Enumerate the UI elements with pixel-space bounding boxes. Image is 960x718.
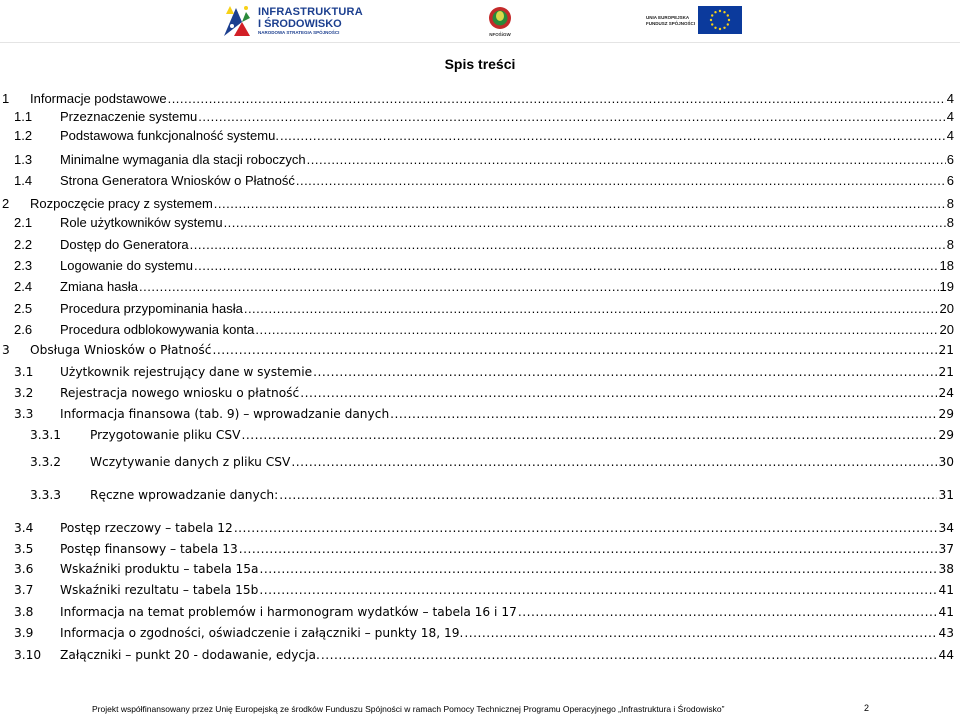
toc-leader-dots: [518, 603, 938, 621]
toc-entry-number: 2.2: [14, 237, 33, 252]
toc-leader-dots: [321, 646, 938, 664]
toc-entry-link[interactable]: [60, 151, 954, 169]
toc-entry-label: Podstawowa funkcjonalność systemu.: [60, 128, 279, 143]
toc-entry-page: 43: [938, 626, 954, 640]
toc-leader-dots: [279, 486, 937, 504]
toc-entry[interactable]: [0, 341, 954, 359]
toc-entry[interactable]: [0, 90, 954, 108]
toc-leader-dots: [239, 540, 938, 558]
toc-entry-number: 3.3.1: [30, 428, 62, 442]
toc-entry-link[interactable]: [30, 341, 954, 359]
toc-entry-number: 2.4: [14, 279, 33, 294]
toc-entry-number: 3.1: [14, 365, 34, 379]
header-divider: [0, 42, 960, 43]
toc-entry-link[interactable]: [90, 486, 954, 504]
toc-entry-page: 41: [938, 605, 954, 619]
toc-entry[interactable]: [0, 581, 954, 599]
toc-entry[interactable]: [0, 405, 954, 423]
toc-entry[interactable]: [0, 560, 954, 578]
toc-entry[interactable]: [0, 195, 954, 213]
page-header: [0, 0, 960, 44]
toc-entry[interactable]: [0, 486, 954, 504]
toc-entry-link[interactable]: [60, 321, 954, 339]
toc-entry-page: 4: [946, 128, 954, 143]
toc-leader-dots: [194, 257, 939, 275]
toc-entry-number: 3.5: [14, 542, 34, 556]
toc-entry-page: 29: [938, 407, 954, 421]
toc-entry-label: Postęp finansowy – tabela 13: [60, 542, 238, 556]
toc-entry-page: 6: [946, 173, 954, 188]
toc-leader-dots: [214, 195, 946, 213]
toc-leader-dots: [313, 363, 937, 381]
toc-entry[interactable]: [0, 257, 954, 275]
toc-entry-link[interactable]: [60, 172, 954, 190]
toc-entry-label: Postęp rzeczowy – tabela 12: [60, 521, 233, 535]
toc-entry-label: Informacje podstawowe: [30, 91, 167, 106]
toc-entry-page: 24: [938, 386, 954, 400]
toc-entry-label: Wskaźniki rezultatu – tabela 15b: [60, 583, 259, 597]
toc-entry-page: 6: [946, 152, 954, 167]
toc-entry-link[interactable]: [60, 127, 954, 145]
toc-entry[interactable]: [0, 300, 954, 318]
footer-page-number: 2: [864, 703, 870, 713]
toc-entry-page: 38: [938, 562, 954, 576]
toc-leader-dots: [390, 405, 937, 423]
toc-entry-page: 8: [946, 196, 954, 211]
toc-leader-dots: [300, 384, 937, 402]
toc-leader-dots: [198, 108, 945, 126]
toc-entry-page: 44: [938, 648, 954, 662]
toc-entry-page: 37: [938, 542, 954, 556]
toc-entry-label: Minimalne wymagania dla stacji roboczych: [60, 152, 306, 167]
logo-line-1: INFRASTRUKTURA: [258, 6, 363, 18]
toc-entry-label: Informacja finansowa (tab. 9) – wprowadzanie danych: [60, 407, 390, 421]
toc-leader-dots: [259, 581, 937, 599]
toc-entry-link[interactable]: [60, 236, 954, 254]
toc-entry-page: 19: [939, 279, 954, 294]
toc-entry-label: Informacja o zgodności, oświadczenie i załączniki – punkty 18, 19.: [60, 626, 464, 640]
toc-entry-label: Ręczne wprowadzanie danych:: [90, 488, 279, 502]
toc-entry[interactable]: [0, 236, 954, 254]
toc-entry-number: 3.3.2: [30, 455, 62, 469]
toc-entry-label: Informacja na temat problemów i harmonogram wydatków – tabela 16 i 17: [60, 605, 517, 619]
eu-logo-line-2: FUNDUSZ SPÓJNOŚCI: [646, 21, 696, 26]
toc-entry[interactable]: [0, 363, 954, 381]
toc-entry-link[interactable]: [90, 453, 954, 471]
logo-line-2: I ŚRODOWISKO: [258, 18, 342, 30]
toc-leader-dots: [168, 90, 946, 108]
toc-entry-label: Załączniki – punkt 20 - dodawanie, edycja.: [60, 648, 320, 662]
toc-entry-number: 2.1: [14, 215, 33, 230]
toc-entry-label: Przeznaczenie systemu: [60, 109, 198, 124]
eu-logo: [646, 6, 746, 34]
toc-entry-page: 4: [946, 109, 954, 124]
toc-entry-label: Procedura odblokowywania konta: [60, 322, 255, 337]
toc-entry-page: 31: [938, 488, 954, 502]
toc-leader-dots: [212, 341, 937, 359]
toc-entry-link[interactable]: [60, 300, 954, 318]
toc-entry-label: Zmiana hasła: [60, 279, 139, 294]
toc-entry-link[interactable]: [60, 214, 954, 232]
toc-entry-number: 1.1: [14, 109, 33, 124]
toc-entry-number: 3.2: [14, 386, 34, 400]
toc-entry[interactable]: [0, 624, 954, 642]
toc-entry[interactable]: [0, 172, 954, 190]
toc-entry-link[interactable]: [60, 405, 954, 423]
toc-entry-number: 1.4: [14, 173, 33, 188]
toc-entry-link[interactable]: [60, 363, 954, 381]
toc-entry-link[interactable]: [60, 384, 954, 402]
toc-entry-label: Strona Generatora Wniosków o Płatność: [60, 173, 295, 188]
toc-entry-number: 2.6: [14, 322, 33, 337]
toc-entry-label: Procedura przypominania hasła: [60, 301, 243, 316]
toc-leader-dots: [139, 278, 938, 296]
toc-entry-link[interactable]: [60, 603, 954, 621]
toc-entry-number: 1.3: [14, 152, 33, 167]
infrastruktura-logo: [222, 2, 362, 40]
toc-leader-dots: [307, 151, 946, 169]
toc-entry[interactable]: [0, 646, 954, 664]
toc-entry-label: Wczytywanie danych z pliku CSV: [90, 455, 291, 469]
toc-entry-link[interactable]: [30, 195, 954, 213]
toc-leader-dots: [255, 321, 938, 339]
toc-entry[interactable]: [0, 519, 954, 537]
toc-entry-label: Dostęp do Generatora: [60, 237, 189, 252]
toc-entry-number: 3: [2, 343, 10, 357]
toc-entry-number: 2: [2, 196, 10, 211]
toc-entry-link[interactable]: [60, 519, 954, 537]
toc-entry-label: Wskaźniki produktu – tabela 15a: [60, 562, 259, 576]
toc-entry-label: Obsługa Wniosków o Płatność: [30, 343, 212, 357]
nfosigw-emblem-icon: [484, 5, 516, 33]
toc-entry-link[interactable]: [60, 646, 954, 664]
toc-entry[interactable]: [0, 214, 954, 232]
toc-entry-page: 21: [938, 343, 954, 357]
toc-leader-dots: [280, 127, 946, 145]
eu-logo-line-1: UNIA EUROPEJSKA: [646, 15, 690, 20]
toc-entry-number: 1: [2, 91, 10, 106]
toc-leader-dots: [291, 453, 937, 471]
toc-entry-link[interactable]: [60, 257, 954, 275]
toc-entry-page: 34: [938, 521, 954, 535]
toc-entry-link[interactable]: [60, 560, 954, 578]
toc-entry[interactable]: [0, 426, 954, 444]
toc-entry[interactable]: [0, 278, 954, 296]
toc-leader-dots: [190, 236, 946, 254]
eu-flag-icon: [698, 6, 742, 34]
toc-entry[interactable]: [0, 603, 954, 621]
page-title: Spis treści: [444, 56, 516, 72]
toc-entry-number: 3.6: [14, 562, 34, 576]
toc-entry-link[interactable]: [60, 581, 954, 599]
toc-entry-number: 3.9: [14, 626, 34, 640]
toc-entry[interactable]: [0, 453, 954, 471]
toc-entry-number: 1.2: [14, 128, 33, 143]
toc-entry-number: 2.3: [14, 258, 33, 273]
toc-entry[interactable]: [0, 321, 954, 339]
toc-entry[interactable]: [0, 540, 954, 558]
toc-leader-dots: [244, 300, 939, 318]
toc-entry-page: 20: [939, 301, 954, 316]
toc-entry-page: 20: [939, 322, 954, 337]
toc-entry-label: Przygotowanie pliku CSV: [90, 428, 241, 442]
toc-entry-link[interactable]: [30, 90, 954, 108]
toc-entry-label: Użytkownik rejestrujący dane w systemie: [60, 365, 313, 379]
toc-entry-page: 21: [938, 365, 954, 379]
toc-entry-page: 30: [938, 455, 954, 469]
toc-leader-dots: [464, 624, 937, 642]
toc-entry-link[interactable]: [90, 426, 954, 444]
nfosigw-caption: NFOŚiGW: [489, 32, 511, 37]
toc-leader-dots: [241, 426, 937, 444]
toc-entry-number: 3.7: [14, 583, 34, 597]
toc-entry-number: 3.4: [14, 521, 34, 535]
toc-entry[interactable]: [0, 108, 954, 126]
toc-entry[interactable]: [0, 127, 954, 145]
toc-entry-page: 29: [938, 428, 954, 442]
toc-entry-link[interactable]: [60, 278, 954, 296]
toc-entry-page: 8: [946, 237, 954, 252]
toc-entry[interactable]: [0, 384, 954, 402]
toc-entry-label: Rejestracja nowego wniosku o płatność: [60, 386, 300, 400]
toc-entry-link[interactable]: [60, 624, 954, 642]
toc-entry-number: 3.10: [14, 648, 42, 662]
toc-leader-dots: [224, 214, 946, 232]
toc-entry-page: 8: [946, 215, 954, 230]
infrastruktura-mark-icon: [222, 4, 252, 38]
toc-entry-label: Rozpoczęcie pracy z systemem: [30, 196, 213, 211]
toc-leader-dots: [234, 519, 938, 537]
toc-leader-dots: [260, 560, 938, 578]
toc-entry-link[interactable]: [60, 108, 954, 126]
logo-line-3: NARODOWA STRATEGIA SPÓJNOŚCI: [258, 30, 340, 35]
footer-text: Projekt współfinansowany przez Unię Europejską ze środków Funduszu Spójności w ramach Pomocy Technicznej Programu Operacyjnego „Infrastruktura i Środowisko”: [92, 704, 725, 714]
toc-entry-number: 3.8: [14, 605, 34, 619]
toc-entry[interactable]: [0, 151, 954, 169]
toc-entry-page: 41: [938, 583, 954, 597]
toc-entry-label: Role użytkowników systemu: [60, 215, 223, 230]
toc-entry-number: 2.5: [14, 301, 33, 316]
toc-entry-page: 18: [939, 258, 954, 273]
nfosigw-logo: [484, 5, 516, 39]
toc-entry-number: 3.3: [14, 407, 34, 421]
toc-entry-link[interactable]: [60, 540, 954, 558]
toc-entry-page: 4: [946, 91, 954, 106]
toc-leader-dots: [296, 172, 946, 190]
toc-entry-label: Logowanie do systemu: [60, 258, 193, 273]
toc-entry-number: 3.3.3: [30, 488, 62, 502]
